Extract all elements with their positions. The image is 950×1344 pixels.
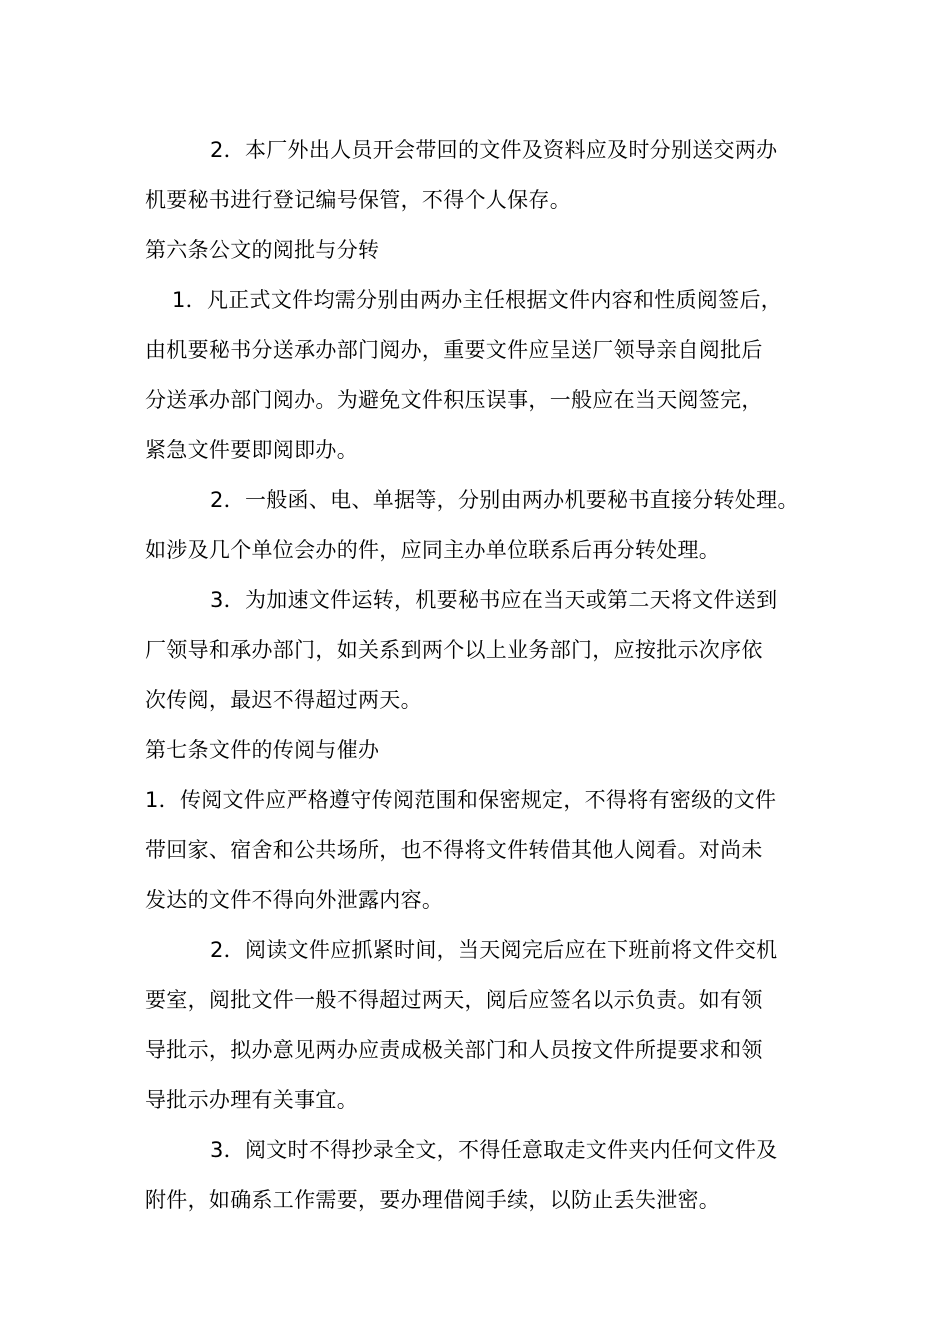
paragraph-line: 机要秘书进行登记编号保管，不得个人保存。 [145, 188, 571, 212]
paragraph-line: 如涉及几个单位会办的件，应同主办单位联系后再分转处理。 [145, 538, 721, 562]
paragraph-line: 带回家、宿舍和公共场所，也不得将文件转借其他人阅看。对尚未 [145, 838, 763, 862]
paragraph-line: 1．凡正式文件均需分别由两办主任根据文件内容和性质阅签后， [172, 288, 783, 312]
paragraph-line: 3．为加速文件运转，机要秘书应在当天或第二天将文件送到 [210, 588, 778, 612]
paragraph-line: 由机要秘书分送承办部门阅办，重要文件应呈送厂领导亲自阅批后 [145, 338, 763, 362]
paragraph-line: 1．传阅文件应严格遵守传阅范围和保密规定，不得将有密级的文件 [145, 788, 777, 812]
paragraph-line: 3．阅文时不得抄录全文，不得任意取走文件夹内任何文件及 [210, 1138, 778, 1162]
paragraph-line: 附件，如确系工作需要，要办理借阅手续，以防止丢失泄密。 [145, 1188, 721, 1212]
section-heading: 第六条公文的阅批与分转 [145, 238, 380, 262]
paragraph-line: 紧急文件要即阅即办。 [145, 438, 358, 462]
section-heading: 第七条文件的传阅与催办 [145, 738, 380, 762]
paragraph-line: 厂领导和承办部门，如关系到两个以上业务部门，应按批示次序依 [145, 638, 763, 662]
paragraph-line: 导批示，拟办意见两办应责成极关部门和人员按文件所提要求和领 [145, 1038, 763, 1062]
paragraph-line: 2．阅读文件应抓紧时间，当天阅完后应在下班前将文件交机 [210, 938, 778, 962]
paragraph-line: 发达的文件不得向外泄露内容。 [145, 888, 444, 912]
paragraph-line: 次传阅，最迟不得超过两天。 [145, 688, 422, 712]
paragraph-line: 分送承办部门阅办。为避免文件积压误事，一般应在当天阅签完， [145, 388, 763, 412]
paragraph-line: 要室，阅批文件一般不得超过两天，阅后应签名以示负责。如有领 [145, 988, 763, 1012]
paragraph-line: 2．一般函、电、单据等，分别由两办机要秘书直接分转处理。 [210, 488, 799, 512]
paragraph-line: 导批示办理有关事宜。 [145, 1088, 358, 1112]
paragraph-line: 2．本厂外出人员开会带回的文件及资料应及时分别送交两办 [210, 138, 778, 162]
